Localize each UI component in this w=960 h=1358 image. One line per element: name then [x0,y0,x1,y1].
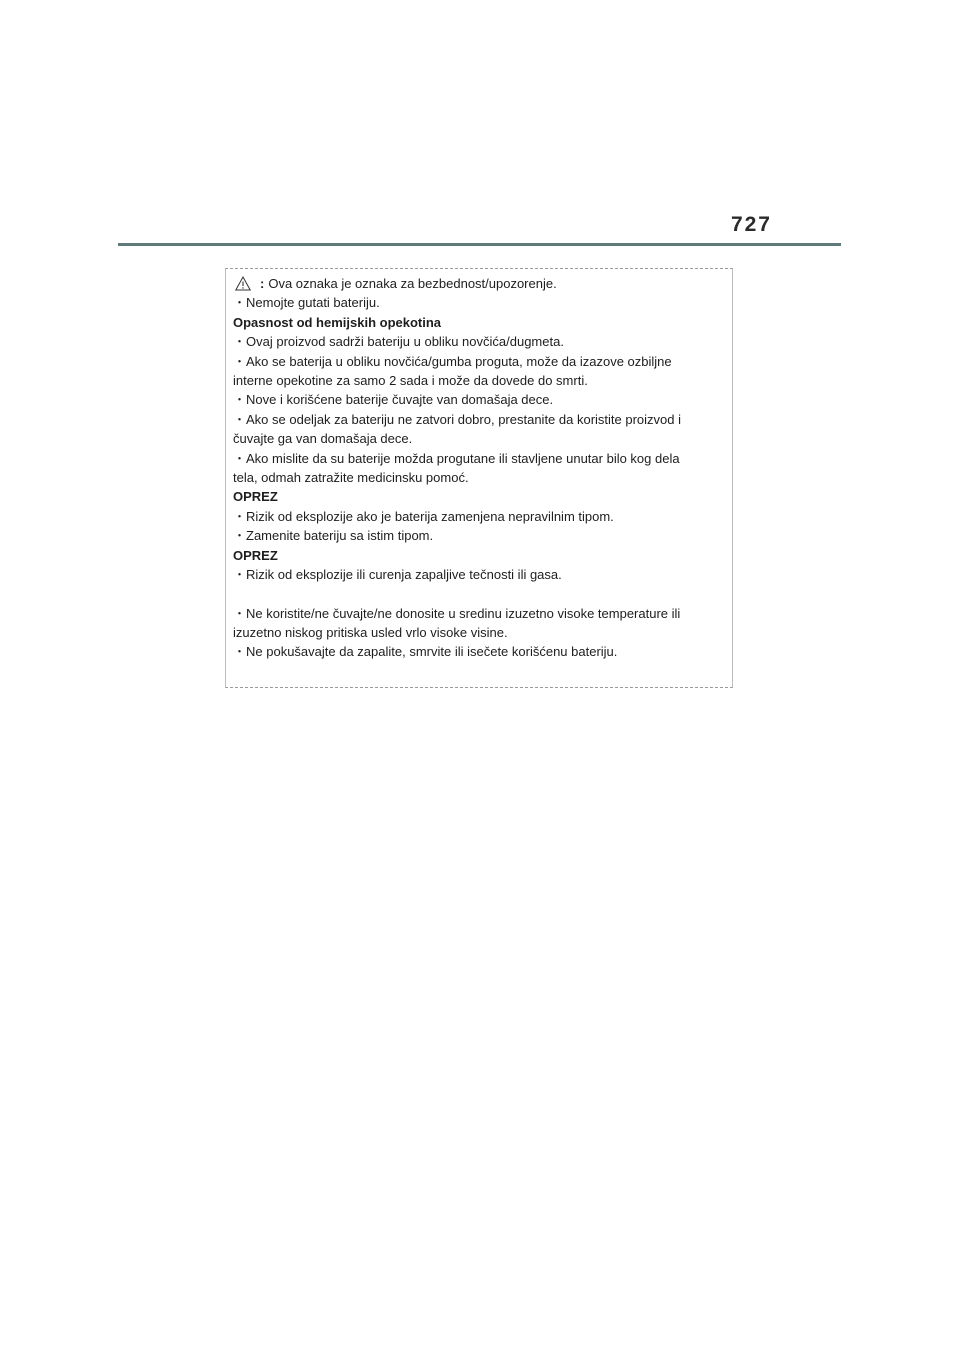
warning-line: ・Rizik od eksplozije ili curenja zapaljive tečnosti ili gasa. [233,567,562,583]
warning-triangle-icon [235,276,251,291]
symbol-description: Ova oznaka je oznaka za bezbednost/upozorenje. [268,276,557,291]
spacer [233,585,726,604]
warning-line: ・Nove i korišćene baterije čuvajte van domašaja dece. [233,392,554,408]
warning-line: ・Rizik od eksplozije ako je baterija zamenjena nepravilnim tipom. [233,508,614,524]
warning-line: ・Ne pokušavajte da zapalite, smrvite ili isečete korišćenu bateriju. [233,644,618,660]
warning-line: ・Nemojte gutati bateriju. [233,295,380,311]
warning-line: ・Ovaj proizvod sadrži bateriju u obliku novčića/dugmeta. [233,334,564,350]
warning-line: tela, odmah zatražite medicinsku pomoć. [233,470,469,486]
section-heading: Opasnost od hemijskih opekotina [233,314,442,330]
section-heading: OPREZ [233,547,278,563]
warning-line: izuzetno niskog pritiska usled vrlo visoke visine. [233,624,508,640]
header-rule [118,243,841,246]
warning-box [225,268,733,688]
symbol-colon: : [260,276,265,291]
section-heading: OPREZ [233,489,278,505]
warning-line: ・Ako se baterija u obliku novčića/gumba proguta, može da izazove ozbiljne [233,353,672,369]
warning-line: ・Zamenite bateriju sa istim tipom. [233,528,434,544]
warning-line: ・Ako se odeljak za bateriju ne zatvori dobro, prestanite da koristite proizvod i [233,411,682,427]
warning-line: ・Ne koristite/ne čuvajte/ne donosite u sredinu izuzetno visoke temperature ili [233,605,681,621]
warning-line: čuvajte ga van domašaja dece. [233,431,413,447]
page-number: 727 [730,213,772,236]
warning-line: interne opekotine za samo 2 sada i može da dovede do smrti. [233,373,588,389]
symbol-legend [233,274,726,293]
warning-box-content [233,274,726,662]
warning-line: ・Ako mislite da su baterije možda progutane ili stavljene unutar bilo kog dela [233,450,680,466]
